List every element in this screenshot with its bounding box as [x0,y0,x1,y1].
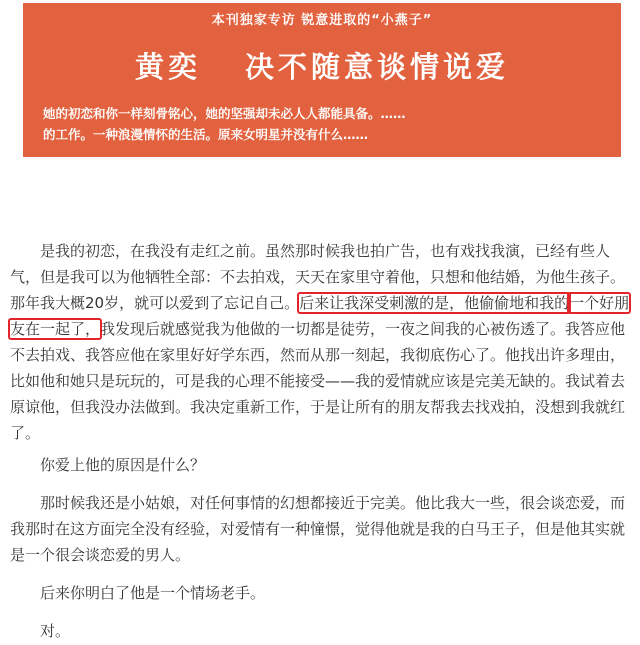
article-banner [23,3,621,157]
banner-subtitle: 本刊独家专访 锐意进取的“小燕子” [211,13,433,28]
paragraph-text: 是我的初恋，在我没有走红之前。虽然那时候我也拍广告，也有戏找我演，已经有些人气，但是我可以为他牺牲全部：不去拍戏，天天在家里守着他，只想和他结婚，为他生孩子。那年我大概20岁，就可以爱到了忘记自己。 [10,242,626,312]
question-2: 后来你明白了他是一个情场老手。 [40,584,266,602]
paragraph-text: 我发现后就感觉我为他做的一切都是徒劳，一夜之间我的心被伤透了。我答应他不去拍戏、我答应他在家里好好学东西，然而从那一刻起，我彻底伤心了。他找出许多理由，比如他和她只是玩玩的，可是我的心理不能接受——我的爱情就应该是完美无缺的。我试着去原谅他，但我没办法做到。我决定重新工作，于是让所有的朋友帮我去找戏拍，没想到我就红了。 [10,320,626,442]
article-body [10,238,635,446]
highlighted-text-2: 一个好朋友在一起了， [10,294,630,338]
banner-title-headline: 决不随意谈情说爱 [245,50,510,84]
banner-title [23,45,621,86]
question-1: 你爱上他的原因是什么？ [40,456,206,474]
answer-1: 那时候我还是小姑娘，对任何事情的幻想都接近于完美。他比我大一些，很会谈恋爱，而我那时在这方面完全没有经验，对爱情有一种憧憬，觉得他就是我的白马王子，但是他其实就是一个很会谈恋爱的男人。 [10,494,626,564]
highlighted-text-1: 后来让我深受刺激的是，他偷偷地和我的 [299,294,570,312]
article-paragraph-1 [10,238,635,446]
answer-2: 对。 [40,622,71,640]
banner-description: 她的初恋和你一样刻骨铭心，她的坚强却未必人人都能具备。…… 的工作。一种浪漫情怀的生活。原来女明星并没有什么…… [43,106,406,142]
banner-title-name: 黄奕 [134,50,201,84]
